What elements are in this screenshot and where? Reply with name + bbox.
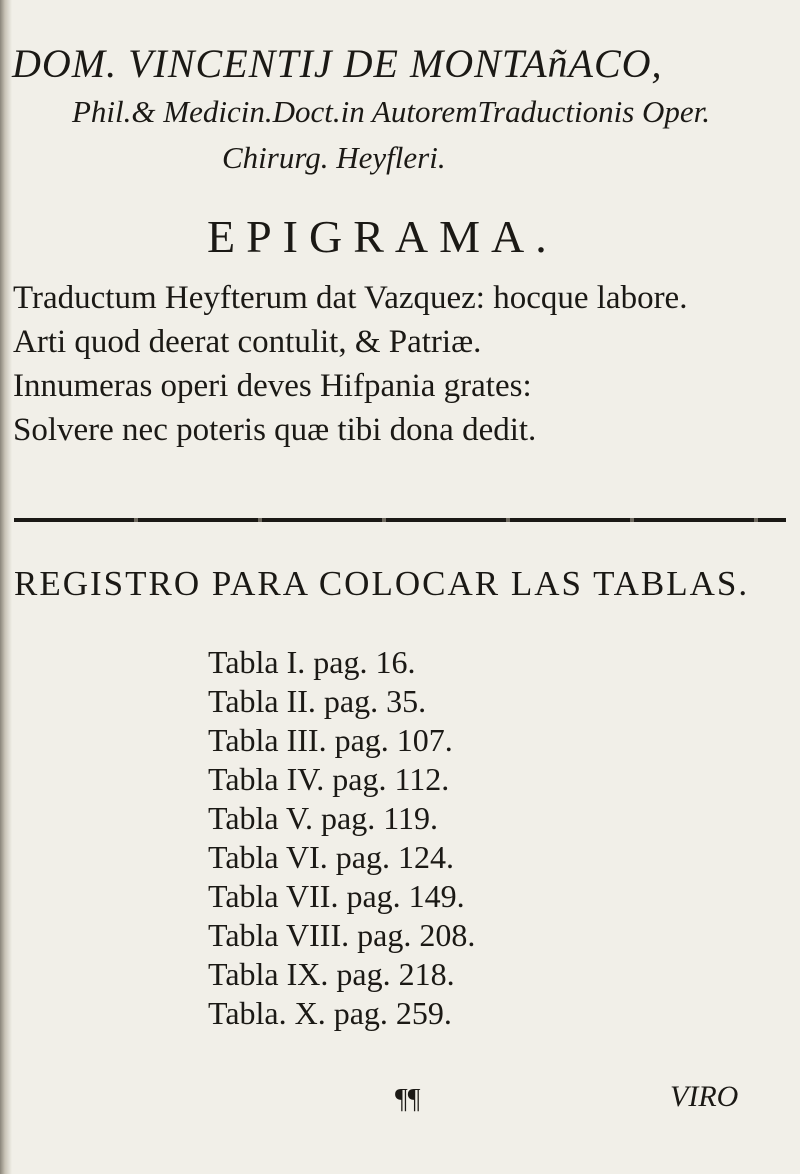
table-entry: Tabla IV. pag. 112. <box>208 761 450 797</box>
page-gutter-shadow <box>0 0 12 1174</box>
epigram-line: Innumeras operi deves Hifpania grates: <box>13 368 532 404</box>
epigram-title: EPIGRAMA. <box>207 211 558 262</box>
dedication-subheading: Phil.& Medicin.Doct.in AutoremTraductionis Oper. <box>72 94 711 129</box>
epigram-line: Arti quod deerat contulit, & Patriæ. <box>13 324 482 360</box>
table-entry: Tabla V. pag. 119. <box>208 800 439 836</box>
catchword: VIRO <box>670 1080 739 1113</box>
table-entry: Tabla III. pag. 107. <box>208 722 453 758</box>
table-entry: Tabla. X. pag. 259. <box>208 995 452 1031</box>
registro-title: REGISTRO PARA COLOCAR LAS TABLAS. <box>14 564 750 603</box>
epigram-line: Traductum Heyfterum dat Vazquez: hocque labore. <box>13 280 688 316</box>
table-entry: Tabla VII. pag. 149. <box>208 878 465 914</box>
table-entry: Tabla VI. pag. 124. <box>208 839 454 875</box>
signature-mark: ¶¶ <box>395 1084 421 1115</box>
table-entry: Tabla IX. pag. 218. <box>208 956 455 992</box>
table-entry: Tabla VIII. pag. 208. <box>208 917 476 953</box>
epigram-line: Solvere nec poteris quæ tibi dona dedit. <box>13 412 537 448</box>
table-entry: Tabla II. pag. 35. <box>208 683 427 719</box>
table-entry: Tabla I. pag. 16. <box>208 644 416 680</box>
ornamental-rule <box>14 518 786 522</box>
dedication-heading: DOM. VINCENTIJ DE MONTAñACO, <box>12 41 663 86</box>
dedication-subheading-2: Chirurg. Heyfleri. <box>222 140 446 175</box>
